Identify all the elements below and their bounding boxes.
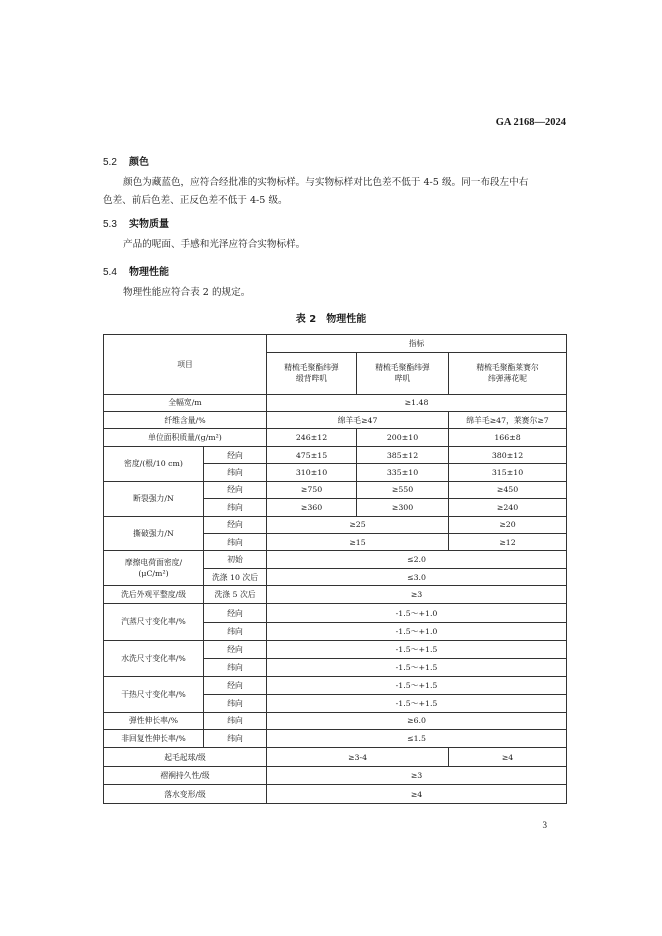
direction-label: 纬向 <box>204 695 267 712</box>
section-number: 5.4 <box>103 267 117 278</box>
row-label: 断裂强力/N <box>104 481 204 516</box>
header-col1 <box>267 353 357 394</box>
header-text: 纬弹薄花呢 <box>488 374 527 384</box>
paragraph-text: 颜色为藏蓝色，应符合经批准的实物标样。与实物标样对比色差不低于 4-5 级。同一布段左中右 <box>123 177 529 188</box>
page-number: 3 <box>542 820 547 830</box>
cell-value: ≥20 <box>449 516 567 533</box>
condition-label: 洗涤 10 次后 <box>204 568 267 585</box>
row-label: 落水变形/级 <box>104 785 267 804</box>
cell-value: ≥1.48 <box>267 394 567 411</box>
table-row <box>104 785 567 804</box>
cell-value: ≥4 <box>449 748 567 766</box>
cell-value: -1.5～+1.5 <box>267 659 567 676</box>
cell-value: 166±8 <box>449 429 567 446</box>
header-text: 精梳毛聚酯莱赛尔 <box>476 363 539 373</box>
header-item: 项目 <box>104 335 267 395</box>
row-label: 干热尺寸变化率/% <box>104 676 204 712</box>
paragraph-quality <box>103 236 566 254</box>
cell-value: ≥12 <box>449 534 567 551</box>
condition-label: 初始 <box>204 551 267 568</box>
section-title: 物理性能 <box>129 267 169 278</box>
direction-label: 经向 <box>204 603 267 622</box>
header-text: 哔叽 <box>394 374 411 384</box>
table-row <box>104 586 567 603</box>
row-label-text: (μC/m²) <box>138 569 169 579</box>
cell-value: 380±12 <box>449 446 567 463</box>
row-label: 褶裥持久性/级 <box>104 766 267 784</box>
direction-label: 纬向 <box>204 729 267 747</box>
cell-value: -1.5～+1.0 <box>267 623 567 640</box>
row-label: 单位面积质量/(g/m²) <box>104 429 267 446</box>
section-number: 5.2 <box>103 157 117 168</box>
physical-properties-table <box>103 334 567 804</box>
table-row <box>104 446 567 463</box>
row-label: 水洗尺寸变化率/% <box>104 640 204 676</box>
cell-value: 绵羊毛≥47 <box>267 411 449 428</box>
cell-value: ≤3.0 <box>267 568 567 585</box>
cell-value: ≥360 <box>267 499 357 516</box>
direction-label: 纬向 <box>204 623 267 640</box>
row-label: 全幅宽/m <box>104 394 267 411</box>
cell-value: 246±12 <box>267 429 357 446</box>
cell-value: -1.5～+1.5 <box>267 640 567 658</box>
cell-value: ≥450 <box>449 481 567 498</box>
direction-label: 纬向 <box>204 712 267 729</box>
cell-value: ≥6.0 <box>267 712 567 729</box>
cell-value: 200±10 <box>357 429 449 446</box>
cell-value: 315±10 <box>449 464 567 481</box>
table-caption <box>0 310 662 325</box>
header-index: 指标 <box>267 335 567 353</box>
table-row <box>104 676 567 694</box>
table-header-row <box>104 335 567 353</box>
row-label: 密度/(根/10 cm) <box>104 446 204 481</box>
row-label: 洗后外观平整度/级 <box>104 586 204 603</box>
cell-value: 475±15 <box>267 446 357 463</box>
paragraph-text: 产品的呢面、手感和光泽应符合实物标样。 <box>123 239 306 250</box>
row-label: 纤维含量/% <box>104 411 267 428</box>
header-col2 <box>357 353 449 394</box>
table-row <box>104 712 567 729</box>
row-label: 弹性伸长率/% <box>104 712 204 729</box>
cell-value: ≥4 <box>267 785 567 804</box>
table-row <box>104 481 567 498</box>
direction-label: 纬向 <box>204 534 267 551</box>
direction-label: 经向 <box>204 516 267 533</box>
paragraph-physical <box>103 284 566 302</box>
section-heading-5-3 <box>103 215 169 230</box>
row-label-text: 摩擦电荷面密度/ <box>124 558 183 568</box>
header-text: 精梳毛聚酯纬弹 <box>284 363 339 373</box>
cell-value: ≥240 <box>449 499 567 516</box>
section-title: 实物质量 <box>129 219 169 230</box>
table-row <box>104 748 567 766</box>
cell-value: 310±10 <box>267 464 357 481</box>
cell-value: ≥550 <box>357 481 449 498</box>
cell-value: ≤1.5 <box>267 729 567 747</box>
cell-value: 335±10 <box>357 464 449 481</box>
table-row <box>104 603 567 622</box>
cell-value: -1.5～+1.5 <box>267 676 567 694</box>
header-col3 <box>449 353 567 394</box>
direction-label: 纬向 <box>204 464 267 481</box>
direction-label: 经向 <box>204 676 267 694</box>
cell-value: ≤2.0 <box>267 551 567 568</box>
section-heading-5-4 <box>103 263 169 278</box>
cell-value: ≥3-4 <box>267 748 449 766</box>
direction-label: 纬向 <box>204 499 267 516</box>
cell-value: ≥750 <box>267 481 357 498</box>
table-label: 表 2 <box>295 314 317 325</box>
row-label: 汽蒸尺寸变化率/% <box>104 603 204 640</box>
table-title: 物理性能 <box>326 314 367 325</box>
row-label: 起毛起球/级 <box>104 748 267 766</box>
cell-value: ≥25 <box>267 516 449 533</box>
cell-value: ≥300 <box>357 499 449 516</box>
table-row <box>104 429 567 446</box>
row-label <box>104 551 204 586</box>
header-text: 精梳毛聚酯纬弹 <box>375 363 430 373</box>
condition-label: 洗涤 5 次后 <box>204 586 267 603</box>
document-id: GA 2168—2024 <box>495 117 566 128</box>
paragraph-line <box>103 174 566 192</box>
cell-value: ≥3 <box>267 766 567 784</box>
cell-value: 绵羊毛≥47，莱赛尔≥7 <box>449 411 567 428</box>
table-row <box>104 766 567 784</box>
paragraph-text: 物理性能应符合表 2 的规定。 <box>123 287 251 298</box>
table-row <box>104 640 567 658</box>
row-label: 撕破强力/N <box>104 516 204 551</box>
table-row <box>104 729 567 747</box>
row-label: 非回复性伸长率/% <box>104 729 204 747</box>
section-heading-5-2 <box>103 153 149 168</box>
paragraph-text: 色差、前后色差、正反色差不低于 4-5 级。 <box>103 195 288 206</box>
section-number: 5.3 <box>103 219 117 230</box>
section-title: 颜色 <box>129 157 149 168</box>
cell-value: -1.5～+1.0 <box>267 603 567 622</box>
direction-label: 纬向 <box>204 659 267 676</box>
table-row <box>104 394 567 411</box>
direction-label: 经向 <box>204 481 267 498</box>
cell-value: ≥3 <box>267 586 567 603</box>
direction-label: 经向 <box>204 640 267 658</box>
direction-label: 经向 <box>204 446 267 463</box>
table-row <box>104 411 567 428</box>
cell-value: ≥15 <box>267 534 449 551</box>
paragraph-color <box>103 174 566 210</box>
cell-value: 385±12 <box>357 446 449 463</box>
table-row <box>104 551 567 568</box>
header-text: 缎背哔叽 <box>295 374 328 384</box>
paragraph-line <box>103 192 566 210</box>
cell-value: -1.5～+1.5 <box>267 695 567 712</box>
table-row <box>104 516 567 533</box>
